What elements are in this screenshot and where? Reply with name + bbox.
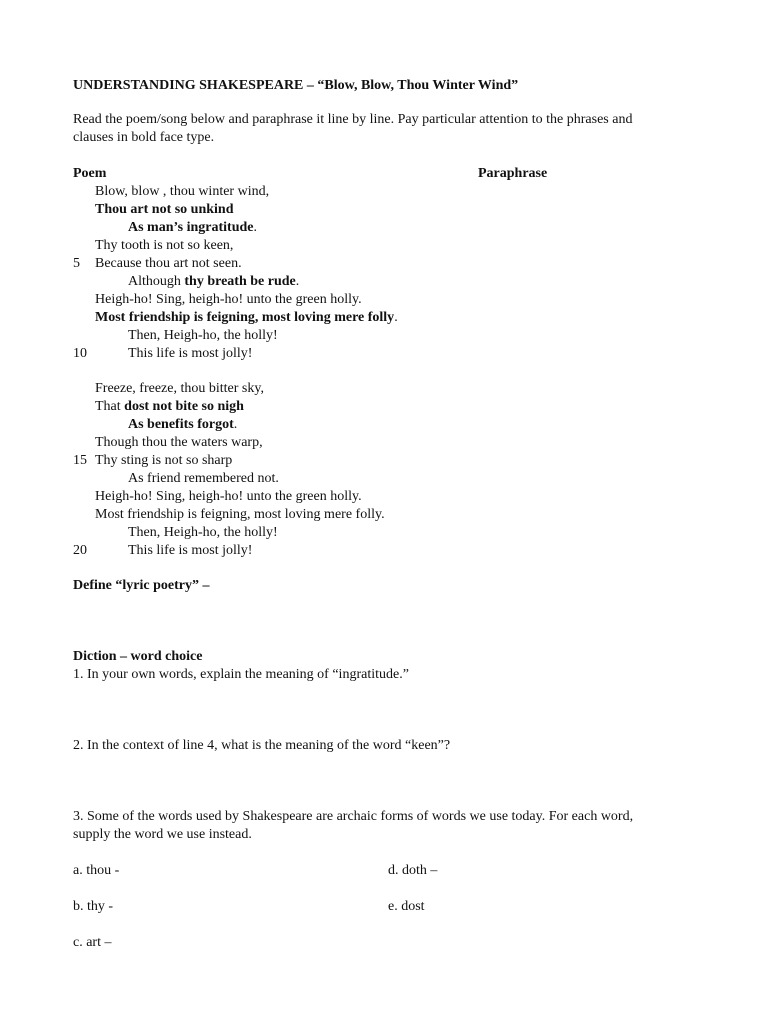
poem-line-6-bold: thy breath be rude xyxy=(184,274,296,289)
diction-heading: Diction – word choice xyxy=(73,649,203,664)
poem-line-13 xyxy=(128,416,237,434)
poem-line-19: Then, Heigh-ho, the holly! xyxy=(128,525,278,540)
item-a-thou: a. thou - xyxy=(73,863,120,878)
page-title: UNDERSTANDING SHAKESPEARE – “Blow, Blow, Thou Winter Wind” xyxy=(73,78,519,93)
poem-line-4: Thy tooth is not so keen, xyxy=(95,238,234,253)
poem-line-10: This life is most jolly! xyxy=(128,346,253,361)
poem-line-1: Blow, blow , thou winter wind, xyxy=(95,184,270,199)
line-number-15: 15 xyxy=(73,453,87,468)
instructions-line-1: Read the poem/song below and paraphrase it line by line. Pay particular attention to the phrases and xyxy=(73,112,633,127)
line-number-10: 10 xyxy=(73,346,87,361)
question-1: 1. In your own words, explain the meaning of “ingratitude.” xyxy=(73,667,409,682)
line-number-5: 5 xyxy=(73,256,80,271)
poem-line-6-tail: . xyxy=(295,274,300,289)
define-lyric-poetry: Define “lyric poetry” – xyxy=(73,578,210,593)
poem-line-6-pre: Although xyxy=(128,274,185,289)
poem-line-11: Freeze, freeze, thou bitter sky, xyxy=(95,381,264,396)
question-2: 2. In the context of line 4, what is the meaning of the word “keen”? xyxy=(73,738,451,753)
poem-line-12-pre: That xyxy=(95,399,125,414)
poem-line-17: Heigh-ho! Sing, heigh-ho! unto the green holly. xyxy=(95,489,362,504)
poem-line-14: Though thou the waters warp, xyxy=(95,435,263,450)
poem-line-3-bold: As man’s ingratitude xyxy=(128,220,254,235)
poem-line-7: Heigh-ho! Sing, heigh-ho! unto the green holly. xyxy=(95,292,362,307)
poem-line-6 xyxy=(128,273,299,291)
poem-line-18: Most friendship is feigning, most loving mere folly. xyxy=(95,507,385,522)
poem-line-5: Because thou art not seen. xyxy=(95,256,242,271)
poem-line-16: As friend remembered not. xyxy=(128,471,279,486)
poem-line-20: This life is most jolly! xyxy=(128,543,253,558)
poem-line-15: Thy sting is not so sharp xyxy=(95,453,233,468)
poem-line-13-bold: As benefits forgot xyxy=(128,417,234,432)
poem-line-8-tail: . xyxy=(394,310,398,325)
poem-line-12 xyxy=(95,398,244,416)
question-3-line-2: supply the word we use instead. xyxy=(73,827,252,842)
poem-line-9: Then, Heigh-ho, the holly! xyxy=(128,328,278,343)
poem-header: Poem xyxy=(73,166,107,181)
poem-line-3-tail: . xyxy=(253,220,257,235)
poem-line-3 xyxy=(128,219,257,237)
line-number-20: 20 xyxy=(73,543,87,558)
item-d-doth: d. doth – xyxy=(388,863,438,878)
item-c-art: c. art – xyxy=(73,935,112,950)
item-b-thy: b. thy - xyxy=(73,899,114,914)
question-3-line-1: 3. Some of the words used by Shakespeare are archaic forms of words we use today. For each word, xyxy=(73,809,634,824)
instructions-line-2: clauses in bold face type. xyxy=(73,130,215,145)
poem-line-13-tail: . xyxy=(233,417,238,432)
item-e-dost: e. dost xyxy=(388,899,425,914)
poem-line-2: Thou art not so unkind xyxy=(95,202,234,217)
paraphrase-header: Paraphrase xyxy=(478,166,548,181)
poem-line-12-bold: dost not bite so nigh xyxy=(124,399,244,414)
poem-line-8 xyxy=(95,309,398,327)
poem-line-8-bold: Most friendship is feigning, most loving mere folly xyxy=(95,310,395,325)
